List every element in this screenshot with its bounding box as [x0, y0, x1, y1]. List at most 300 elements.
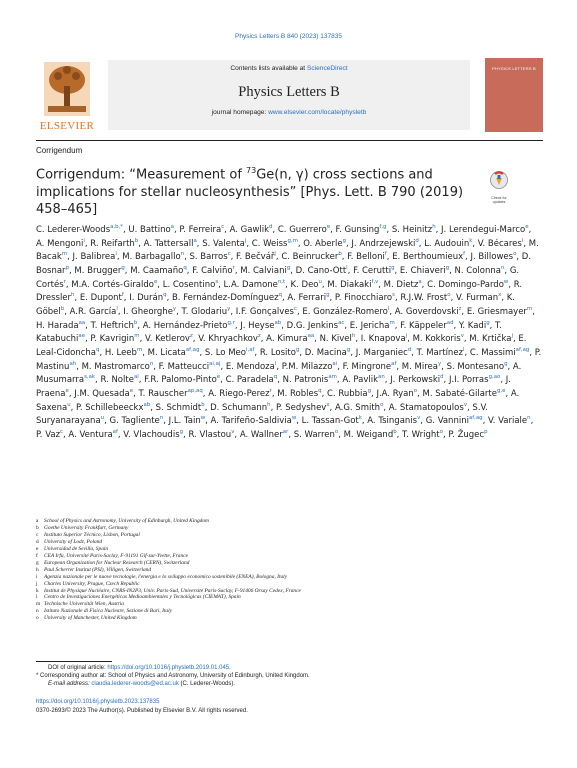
author-affiliation-marker[interactable]: w	[200, 415, 206, 422]
homepage-link[interactable]: www.elsevier.com/locate/physletb	[268, 109, 367, 116]
author-name[interactable]: K. Deo	[290, 279, 319, 290]
author-affiliation-marker[interactable]: h	[351, 333, 356, 340]
author-name[interactable]: J.A. Ryan	[376, 388, 414, 399]
author-affiliation-marker[interactable]: aa	[307, 333, 315, 340]
author-name[interactable]: E. Jericha	[349, 320, 390, 331]
author-affiliation-marker[interactable]: u	[318, 278, 322, 285]
check-updates-label: Check for updates	[491, 196, 507, 204]
author-affiliation-marker[interactable]: f	[384, 251, 387, 258]
author-name[interactable]: V. Vlachoudis	[123, 429, 180, 440]
author-affiliation-marker[interactable]: g,ao	[488, 374, 501, 381]
author-affiliation-marker[interactable]: q	[273, 374, 278, 381]
author-name[interactable]: S. Warren	[293, 429, 335, 440]
author-affiliation-marker[interactable]: l	[521, 237, 524, 244]
author-affiliation-marker[interactable]: g,m	[287, 237, 298, 244]
author-affiliation-marker[interactable]: e	[326, 224, 331, 230]
author-affiliation-marker[interactable]: a	[170, 224, 174, 230]
author-affiliation-marker[interactable]: ac	[338, 319, 345, 326]
author-name[interactable]: P.M. Milazzo	[281, 361, 333, 372]
author-name[interactable]: E. Berthoumieux	[392, 252, 464, 263]
author-name[interactable]: F.R. Palomo-Pinto	[144, 375, 217, 386]
author-name[interactable]: L. Tassan-Got	[301, 416, 359, 427]
author-name[interactable]: T. Rauscher	[138, 388, 188, 399]
author-affiliation-marker[interactable]: a	[418, 278, 422, 285]
author-name[interactable]: G. Vannini	[425, 416, 469, 427]
author-name[interactable]: M. Robles	[277, 388, 319, 399]
author-name[interactable]: L. Audouin	[424, 238, 470, 249]
author-affiliation-marker[interactable]: j	[405, 333, 408, 340]
author-affiliation-marker[interactable]: q	[183, 265, 187, 272]
affiliation-text: Charles University, Prague, Czech Republic	[44, 580, 140, 587]
author-affiliation-marker[interactable]: q	[96, 347, 100, 354]
author-affiliation-marker[interactable]: g	[367, 388, 372, 395]
author-affiliation-marker[interactable]: af,ag	[185, 347, 200, 354]
author-name[interactable]: Y. Kadi	[458, 320, 487, 331]
author-affiliation-marker[interactable]: n	[527, 415, 531, 422]
author-affiliation-marker[interactable]: c	[293, 306, 297, 313]
author-affiliation-marker[interactable]: u	[100, 415, 105, 422]
author-name[interactable]: D. Macina	[304, 347, 347, 358]
author-affiliation-marker[interactable]: g	[346, 347, 351, 354]
author-name[interactable]: G. Tagliente	[109, 416, 160, 427]
author-affiliation-marker[interactable]: x	[326, 401, 330, 408]
author-affiliation-marker[interactable]: m	[389, 319, 395, 326]
author-affiliation-marker[interactable]: r	[232, 265, 235, 272]
author-affiliation-marker[interactable]: al	[133, 374, 139, 381]
author-name[interactable]: R.J.W. Frost	[400, 293, 448, 304]
author-name[interactable]: E. Leal-Cidoncha	[36, 334, 527, 358]
author-name[interactable]: S.V. Suryanarayana	[36, 402, 488, 427]
author-name[interactable]: N. Colonna	[454, 265, 501, 276]
original-doi-note	[36, 664, 542, 672]
email-suffix: (C. Lederer-Woods).	[178, 681, 236, 688]
author-affiliation-marker[interactable]: g	[504, 360, 508, 367]
author-name[interactable]: M. Dietz	[383, 279, 419, 290]
author-name[interactable]: J. Lerendegui-Marco	[441, 224, 526, 235]
author-affiliation-marker[interactable]: d	[407, 347, 412, 354]
affiliation-text: CEA Irfu, Université Paris-Saclay, F-91191 Gif-sur-Yvette, France	[44, 552, 188, 559]
author-name[interactable]: T. Heftrich	[90, 320, 134, 331]
affiliation-text: University of Lodz, Poland	[44, 538, 103, 545]
author-name[interactable]: P. Finocchiaro	[334, 293, 393, 304]
author-name[interactable]: P. Žugec	[448, 429, 485, 440]
author-affiliation-marker[interactable]: w	[503, 278, 509, 285]
author-list: C. Lederer-Woods$^{a,b,*}$, U. Battino$^a$, P. Ferreira$^c$, A. Gawlik$^d$, C. Guerrero$^e$, F. Gunsing$^{f,g}$, S. Heinitz$^h$, J. Lerendegui-Marco$^e$, A. Mengoni$^i$, R. Reifarth$^b$, A. Tattersall$^a$, S. Valenta$^j$, C. Weiss$^{g,m}$, O. Aberle$^g$, J. Andrzejewski$^d$, L. Audouin$^k$, V. Bécares$^l$, M. Bacak$^m$, J. Balibrea$^l$, M. Barbagallo$^n$, S. Barros$^c$, F. Bečvář$^j$, C. Beinrucker$^b$, F. Belloni$^f$, E. Berthoumieux$^f$, J. Billowes$^o$, D. Bosnar$^p$, M. Brugger$^g$, M. Caamaño$^q$, F. Calviño$^r$, M. Calviani$^g$, D. Cano-Ott$^l$, F. Cerutti$^g$, E. Chiaveri$^g$, N. Colonna$^n$, G. Cortés$^r$, M.A. Cortés-Giraldo$^e$, L. Cosentino$^s$, L.A. Damone$^{n,t}$, K. Deo$^u$, M. Diakaki$^{f,v}$, M. Dietz$^a$, C. Domingo-Pardo$^w$, R. Dressler$^h$, E. Dupont$^f$, I. Durán$^q$, B. Fernández-Domínguez$^q$, A. Ferrari$^g$, P. Finocchiaro$^s$, R.J.W. Frost$^o$, V. Furman$^x$, K. Göbel$^b$, A.R. García$^l$, I. Gheorghe$^y$, T. Glodariu$^y$, I.F. Gonçalves$^c$, E. González-Romero$^l$, A. Goverdovski$^z$, E. Griesmayer$^m$, H. Harada$^{aa}$, T. Heftrich$^b$, A. Hernández-Prieto$^{g,r}$, J. Heyse$^{ab}$, D.G. Jenkins$^{ac}$, E. Jericha$^m$, F. Käppeler$^{ad}$, Y. Kadi$^g$, T. Katabuchi$^{ae}$, P. Kavrigin$^m$, V. Ketlerov$^z$, V. Khryachkov$^z$, A. Kimura$^{aa}$, N. Kivel$^h$, I. Knapova$^j$, M. Kokkoris$^v$, M. Krtička$^j$, E. Leal-Cidoncha$^q$, H. Leeb$^m$, M. Licata$^{af,ag}$, S. Lo Meo$^{i,af}$, R. Losito$^g$, D. Macina$^g$, J. Marganiec$^d$, T. Martínez$^l$, C. Massimi$^{af,ag}$, P. Mastinu$^{ah}$, M. Mastromarco$^n$, F. Matteucci$^{ai,aj}$, E. Mendoza$^l$, P.M. Milazzo$^{ai}$, F. Mingrone$^{af}$, M. Mirea$^y$, S. Montesano$^g$, A. Musumarra$^{s,ak}$, R. Nolte$^{al}$, F.R. Palomo-Pinto$^e$, C. Paradela$^q$, N. Patronis$^{am}$, A. Pavlik$^{an}$, J. Perkowski$^d$, J.I. Porras$^{g,ao}$, J. Praena$^e$, J.M. Quesada$^e$, T. Rauscher$^{ap,aq}$, A. Riego-Perez$^r$, M. Robles$^q$, C. Rubbia$^g$, J.A. Ryan$^o$, M. Sabaté-Gilarte$^{g,e}$, A. Saxena$^u$, P. Schillebeeckx$^{ab}$, S. Schmidt$^b$, D. Schumann$^h$, P. Sedyshev$^x$, A.G. Smith$^o$, A. Stamatopoulos$^v$, S.V. Suryanarayana$^u$, G. Tagliente$^n$, J.L. Tain$^w$, A. Tarifeño-Saldivia$^w$, L. Tassan-Got$^k$, A. Tsinganis$^v$, G. Vannini$^{af,ag}$, V. Variale$^n$, P. Vaz$^c$, A. Ventura$^{af}$, V. Vlachoudis$^g$, R. Vlastou$^v$, A. Wallner$^{ar}$, S. Warren$^o$, M. Weigand$^b$, T. Wright$^o$, P. Žugec$^p$	[36, 224, 542, 440]
author-affiliation-marker[interactable]: an	[378, 374, 385, 381]
author-name[interactable]: S. Valenta	[202, 238, 245, 249]
author-name[interactable]: B. Fernández-Domínguez	[171, 293, 279, 304]
author-name[interactable]: C. Paradela	[225, 375, 274, 386]
author-affiliation-marker[interactable]: m	[136, 347, 143, 354]
author-name[interactable]: P. Ferreira	[179, 224, 222, 235]
author-name[interactable]: A. Ferrari	[287, 293, 327, 304]
author-name[interactable]: K. Göbel	[36, 293, 516, 317]
author-affiliation-marker[interactable]: aa	[78, 319, 86, 326]
author-name[interactable]: S. Lo Meo	[204, 347, 246, 358]
author-affiliation-marker[interactable]: g	[342, 237, 346, 244]
author-affiliation-marker[interactable]: ai,aj	[209, 360, 221, 367]
author-name[interactable]: V. Bécares	[477, 238, 522, 249]
author-name[interactable]: L. Cosentino	[162, 279, 216, 290]
author-affiliation-marker[interactable]: ai	[332, 360, 338, 367]
author-name[interactable]: V. Furman	[455, 293, 499, 304]
author-name[interactable]: C. Guerrero	[277, 224, 327, 235]
author-affiliation-marker[interactable]: z	[458, 306, 462, 313]
author-affiliation-marker[interactable]: v	[231, 429, 235, 436]
author-affiliation-marker[interactable]: i,af	[245, 347, 255, 354]
original-doi-prefix: DOI of original article:	[48, 665, 108, 671]
author-affiliation-marker[interactable]: h	[71, 292, 75, 299]
author-affiliation-marker[interactable]: q	[318, 388, 322, 395]
author-name[interactable]: J.M. Quesada	[74, 388, 130, 399]
title-part-2: Ge(n, γ) cross sections and implications for stellar nucleosynthesis” [Phys. Lett. B 790 (2019) 458–465]	[36, 167, 464, 218]
author-name[interactable]: I. Durán	[129, 293, 164, 304]
author-affiliation-marker[interactable]: h	[432, 224, 436, 230]
author-name[interactable]: A. Gawlik	[229, 224, 270, 235]
author-affiliation-marker[interactable]: e	[129, 388, 134, 395]
author-affiliation-marker[interactable]: e	[65, 388, 69, 395]
author-affiliation-marker[interactable]: e	[525, 224, 529, 230]
author-affiliation-marker[interactable]: g	[121, 265, 125, 272]
author-name[interactable]: E. González-Romero	[302, 306, 388, 317]
author-name[interactable]: J. Marganiec	[355, 347, 408, 358]
author-name[interactable]: M. Weigand	[343, 429, 394, 440]
author-name[interactable]: D. Bosnar	[36, 252, 532, 276]
author-affiliation-marker[interactable]: w	[291, 415, 297, 422]
author-affiliation-marker[interactable]: s,ak	[84, 374, 96, 381]
author-name[interactable]: F. Belloni	[347, 252, 385, 263]
author-affiliation-marker[interactable]: m	[526, 306, 533, 313]
author-affiliation-marker[interactable]: u	[67, 401, 71, 408]
author-name[interactable]: F. Matteucci	[158, 361, 210, 372]
author-name[interactable]: A. Musumarra	[36, 361, 522, 386]
author-affiliation-marker[interactable]: y	[172, 306, 177, 313]
author-name[interactable]: O. Aberle	[303, 238, 343, 249]
author-name[interactable]: E. Dupont	[79, 293, 122, 304]
author-name[interactable]: I.F. Gonçalves	[235, 306, 294, 317]
author-affiliation-marker[interactable]: o	[447, 292, 451, 299]
author-name[interactable]: H. Harada	[36, 320, 79, 331]
author-name[interactable]: G. Cortés	[36, 265, 520, 290]
author-affiliation-marker[interactable]: l	[387, 306, 390, 313]
author-affiliation-marker[interactable]: l	[115, 251, 117, 258]
author-affiliation-marker[interactable]: f,v	[371, 278, 379, 285]
author-name[interactable]: M. Krtička	[469, 334, 512, 345]
author-affiliation-marker[interactable]: g	[445, 265, 450, 272]
author-affiliation-marker[interactable]: b	[60, 306, 65, 313]
author-name[interactable]: D. Schumann	[210, 402, 268, 413]
author-affiliation-marker[interactable]: y	[227, 306, 231, 313]
author-name[interactable]: M. Sabaté-Gilarte	[422, 388, 497, 399]
author-affiliation-marker[interactable]: e	[153, 278, 158, 285]
author-affiliation-marker[interactable]: f,g	[379, 224, 387, 230]
author-affiliation-marker[interactable]: s	[215, 278, 219, 285]
author-name[interactable]: P. Kavrigin	[90, 334, 135, 345]
author-affiliation-marker[interactable]: c	[60, 429, 63, 436]
author-name[interactable]: M. Barbagallo	[122, 252, 181, 263]
author-name[interactable]: R. Vlastou	[188, 429, 232, 440]
author-affiliation-marker[interactable]: p	[484, 429, 488, 436]
author-affiliation-marker[interactable]: l	[463, 347, 465, 354]
title-part-1: Corrigendum: “Measurement of	[36, 167, 247, 183]
journal-reference[interactable]: Physics Letters B 840 (2023) 137835	[235, 33, 342, 40]
author-name[interactable]: M. Mirea	[401, 361, 438, 372]
article-doi-link[interactable]: https://doi.org/10.1016/j.physletb.2023.137835	[36, 699, 160, 705]
author-affiliation-marker[interactable]: g	[179, 429, 184, 436]
author-affiliation-marker[interactable]: d	[269, 224, 273, 230]
author-affiliation-marker[interactable]: o	[439, 429, 443, 436]
author-name[interactable]: M. Brugger	[74, 265, 122, 276]
author-name[interactable]: V. Variale	[488, 416, 528, 427]
author-affiliation-marker[interactable]: k	[358, 415, 362, 422]
author-name[interactable]: U. Battino	[128, 224, 171, 235]
author-name[interactable]: A.G. Smith	[334, 402, 381, 413]
author-name[interactable]: D.G. Jenkins	[286, 320, 339, 331]
author-affiliation-marker[interactable]: a,b,*	[110, 224, 123, 230]
author-affiliation-marker[interactable]: g	[391, 265, 395, 272]
author-affiliation-marker[interactable]: z	[189, 333, 193, 340]
author-affiliation-marker[interactable]: j	[274, 251, 276, 258]
author-affiliation-marker[interactable]: a	[193, 237, 197, 244]
author-affiliation-marker[interactable]: j	[244, 237, 247, 244]
author-name[interactable]: A. Tsinganis	[367, 416, 418, 427]
title-superscript: 73	[246, 166, 257, 175]
author-affiliation-marker[interactable]: c	[227, 251, 231, 258]
author-name[interactable]: A. Stamatopoulos	[388, 402, 464, 413]
author-affiliation-marker[interactable]: ae	[78, 333, 86, 340]
author-affiliation-marker[interactable]: e	[216, 374, 221, 381]
author-name[interactable]: F. Gunsing	[335, 224, 380, 235]
affiliation-label: h	[36, 566, 39, 573]
elsevier-logo[interactable]	[36, 58, 98, 134]
author-name[interactable]: A. Tattersall	[143, 238, 194, 249]
author-affiliation-marker[interactable]: l	[346, 265, 348, 272]
author-name[interactable]: E. Griesmayer	[466, 306, 527, 317]
affiliation-text: Istituto Nazionale di Fisica Nucleare, Sezione di Bari, Italy	[44, 608, 172, 615]
affiliation-item	[36, 567, 542, 574]
author-affiliation-marker[interactable]: g,r	[227, 319, 235, 326]
author-name[interactable]: C. Massimi	[469, 347, 516, 358]
author-name[interactable]: M. Diakaki	[327, 279, 372, 290]
contents-prefix: Contents lists available at	[230, 65, 307, 72]
author-affiliation-marker[interactable]: r	[269, 388, 272, 395]
author-name[interactable]: J. Heyse	[240, 320, 275, 331]
author-affiliation-marker[interactable]: z	[257, 333, 261, 340]
author-name[interactable]: I. Gheorghe	[123, 306, 173, 317]
author-affiliation-marker[interactable]: s	[392, 292, 395, 299]
author-affiliation-marker[interactable]: g,e	[496, 388, 506, 395]
author-affiliation-marker[interactable]: m	[134, 333, 140, 340]
author-affiliation-marker[interactable]: h	[267, 401, 271, 408]
author-affiliation-marker[interactable]: n	[180, 251, 185, 258]
author-name[interactable]: P. Mastinu	[36, 347, 542, 372]
author-name[interactable]: T. Martínez	[416, 347, 464, 358]
author-affiliation-marker[interactable]: af	[112, 429, 118, 436]
copyright-line: 0370-2693/© 2023 The Author(s). Published by Elsevier B.V. All rights reserved.	[36, 707, 248, 714]
author-name[interactable]: J. Balibrea	[72, 252, 116, 263]
author-affiliation-marker[interactable]: b	[133, 319, 138, 326]
author-affiliation-marker[interactable]: q	[163, 292, 167, 299]
author-name[interactable]: M. Caamaño	[130, 265, 184, 276]
author-affiliation-marker[interactable]: o	[334, 429, 339, 436]
author-name[interactable]: P. Vaz	[36, 429, 61, 440]
author-affiliation-marker[interactable]: d	[415, 237, 419, 244]
author-name[interactable]: S. Heinitz	[391, 224, 433, 235]
author-affiliation-marker[interactable]: f	[121, 292, 124, 299]
author-affiliation-marker[interactable]: b	[393, 429, 397, 436]
author-affiliation-marker[interactable]: x	[498, 292, 502, 299]
author-name[interactable]: A. Riego-Perez	[208, 388, 270, 399]
author-affiliation-marker[interactable]: n	[500, 265, 505, 272]
author-affiliation-marker[interactable]: r	[63, 278, 66, 285]
author-affiliation-marker[interactable]: n	[159, 415, 164, 422]
author-name[interactable]: E. Mendoza	[225, 361, 275, 372]
author-affiliation-marker[interactable]: n	[149, 360, 154, 367]
author-affiliation-marker[interactable]: j	[511, 333, 513, 340]
author-name[interactable]: A. Goverdovski	[394, 306, 459, 317]
affiliation-label: f	[36, 552, 38, 559]
author-name[interactable]: R. Nolte	[100, 375, 134, 386]
author-name[interactable]: M. Licata	[147, 347, 186, 358]
author-affiliation-marker[interactable]: l	[116, 306, 118, 313]
author-name[interactable]: S. Montesano	[446, 361, 505, 372]
affiliation-item	[36, 539, 542, 546]
author-name[interactable]: F. Käppeler	[400, 320, 447, 331]
original-doi-link[interactable]: https://doi.org/10.1016/j.physletb.2019.01.045.	[107, 665, 231, 671]
author-name[interactable]: F. Calviño	[192, 265, 233, 276]
author-name[interactable]: H. Leeb	[104, 347, 137, 358]
author-name[interactable]: C. Beinrucker	[281, 252, 339, 263]
author-affiliation-marker[interactable]: m	[61, 251, 68, 258]
author-affiliation-marker[interactable]: g	[486, 319, 490, 326]
check-for-updates-button[interactable]	[486, 170, 512, 204]
author-affiliation-marker[interactable]: q	[278, 292, 283, 299]
author-affiliation-marker[interactable]: f	[463, 251, 466, 258]
author-name[interactable]: M. Calviani	[240, 265, 287, 276]
affiliation-item	[36, 581, 542, 588]
homepage-line	[108, 109, 470, 116]
author-name[interactable]: P. Schillebeeckx	[76, 402, 144, 413]
author-affiliation-marker[interactable]: c	[221, 224, 225, 230]
author-affiliation-marker[interactable]: g	[286, 265, 291, 272]
author-name[interactable]: C. Rubbia	[326, 388, 368, 399]
author-name[interactable]: J.L. Tain	[168, 416, 201, 427]
affiliation-label: n	[36, 608, 39, 615]
author-name[interactable]: S. Barros	[189, 252, 228, 263]
author-name[interactable]: A.R. García	[69, 306, 117, 317]
author-affiliation-marker[interactable]: v	[463, 401, 468, 408]
author-name[interactable]: J. Billowes	[470, 252, 514, 263]
author-affiliation-marker[interactable]: af,ag	[468, 415, 483, 422]
author-name[interactable]: D. Cano-Ott	[295, 265, 347, 276]
journal-cover-image[interactable]	[485, 58, 543, 132]
author-name[interactable]: N. Kivel	[319, 334, 352, 345]
author-affiliation-marker[interactable]: l	[274, 360, 277, 367]
author-affiliation-marker[interactable]: p	[65, 265, 69, 272]
author-affiliation-marker[interactable]: k	[469, 237, 473, 244]
author-name[interactable]: A. Tarifeño-Saldivia	[210, 416, 292, 427]
author-affiliation-marker[interactable]: ad	[446, 319, 454, 326]
author-name[interactable]: E. Chiaveri	[399, 265, 446, 276]
author-affiliation-marker[interactable]: y	[437, 360, 442, 367]
author-name[interactable]: M.A. Cortés-Giraldo	[71, 279, 154, 290]
author-name[interactable]: A. Hernández-Prieto	[142, 320, 228, 331]
author-name[interactable]: A. Saxena	[36, 388, 520, 413]
author-name[interactable]: A. Ventura	[68, 429, 113, 440]
author-name[interactable]: J. Praena	[36, 375, 511, 399]
author-affiliation-marker[interactable]: ar	[282, 429, 289, 436]
author-affiliation-marker[interactable]: b	[134, 237, 139, 244]
author-affiliation-marker[interactable]: o	[413, 388, 418, 395]
author-affiliation-marker[interactable]: n,t	[277, 278, 286, 285]
author-name[interactable]: C. Domingo-Pardo	[427, 279, 504, 290]
author-name[interactable]: R. Losito	[259, 347, 296, 358]
affiliation-text: University of Manchester, United Kingdom	[44, 615, 137, 622]
author-name[interactable]: S. Schmidt	[155, 402, 202, 413]
affiliation-item	[36, 546, 542, 553]
author-name[interactable]: T. Wright	[402, 429, 440, 440]
author-name[interactable]: C. Weiss	[251, 238, 288, 249]
author-affiliation-marker[interactable]: i	[83, 237, 85, 244]
author-affiliation-marker[interactable]: ab	[274, 319, 282, 326]
author-affiliation-marker[interactable]: o	[513, 251, 517, 258]
author-name[interactable]: L.A. Damone	[223, 279, 278, 290]
author-affiliation-marker[interactable]: g	[295, 347, 300, 354]
author-affiliation-marker[interactable]: b	[338, 251, 342, 258]
author-affiliation-marker[interactable]: v	[417, 415, 421, 422]
author-affiliation-marker[interactable]: ap,aq	[187, 388, 203, 395]
author-name[interactable]: A. Mengoni	[36, 238, 84, 249]
author-name[interactable]: T. Glodariu	[181, 306, 228, 317]
author-affiliation-marker[interactable]: b	[201, 401, 205, 408]
author-name[interactable]: M. Mastromarco	[81, 361, 150, 372]
author-name[interactable]: A. Kimura	[266, 334, 308, 345]
author-name[interactable]: M. Bacak	[36, 238, 539, 263]
author-affiliation-marker[interactable]: d	[440, 374, 444, 381]
affiliation-text: Centro de Investigaciones Energéticas Medioambientales y Tecnológicas (CIEMAT), Spain	[44, 594, 241, 601]
author-affiliation-marker[interactable]: g	[326, 292, 330, 299]
author-name[interactable]: C. Lederer-Woods	[36, 224, 111, 235]
author-name[interactable]: J. Andrzejewski	[351, 238, 416, 249]
author-affiliation-marker[interactable]: ab	[143, 401, 151, 408]
author-affiliation-marker[interactable]: af	[391, 360, 397, 367]
author-name[interactable]: I. Knapova	[360, 334, 406, 345]
author-name[interactable]: F. Cerutti	[353, 265, 392, 276]
author-affiliation-marker[interactable]: o	[380, 401, 384, 408]
author-name[interactable]: F. Mingrone	[342, 361, 392, 372]
author-name[interactable]: A. Pavlik	[342, 375, 379, 386]
author-name[interactable]: F. Bečvář	[236, 252, 275, 263]
author-affiliation-marker[interactable]: am	[328, 374, 337, 381]
author-name[interactable]: M. Kokkoris	[412, 334, 461, 345]
author-name[interactable]: A. Wallner	[239, 429, 283, 440]
affiliation-text: Institut de Physique Nucléaire, CNRS-IN2P3, Univ. Paris-Sud, Université Paris-Saclay, F-91406 Orsay Cedex, France	[44, 587, 301, 594]
author-name[interactable]: P. Sedyshev	[276, 402, 327, 413]
author-affiliation-marker[interactable]: v	[460, 333, 464, 340]
author-name[interactable]: J.I. Porras	[448, 375, 489, 386]
email-link[interactable]: claudia.lederer-woods@ed.ac.uk	[91, 681, 179, 688]
author-affiliation-marker[interactable]: ah	[69, 360, 77, 367]
author-name[interactable]: J. Perkowski	[390, 375, 441, 386]
author-name[interactable]: V. Ketlerov	[144, 334, 190, 345]
author-name[interactable]: R. Reifarth	[90, 238, 135, 249]
author-name[interactable]: T. Katabuchi	[36, 320, 502, 345]
author-affiliation-marker[interactable]: af,ag	[515, 347, 530, 354]
author-name[interactable]: V. Khryachkov	[198, 334, 258, 345]
author-name[interactable]: N. Patronis	[282, 375, 329, 386]
sciencedirect-link[interactable]: ScienceDirect	[306, 65, 348, 72]
author-name[interactable]: R. Dressler	[36, 279, 523, 304]
